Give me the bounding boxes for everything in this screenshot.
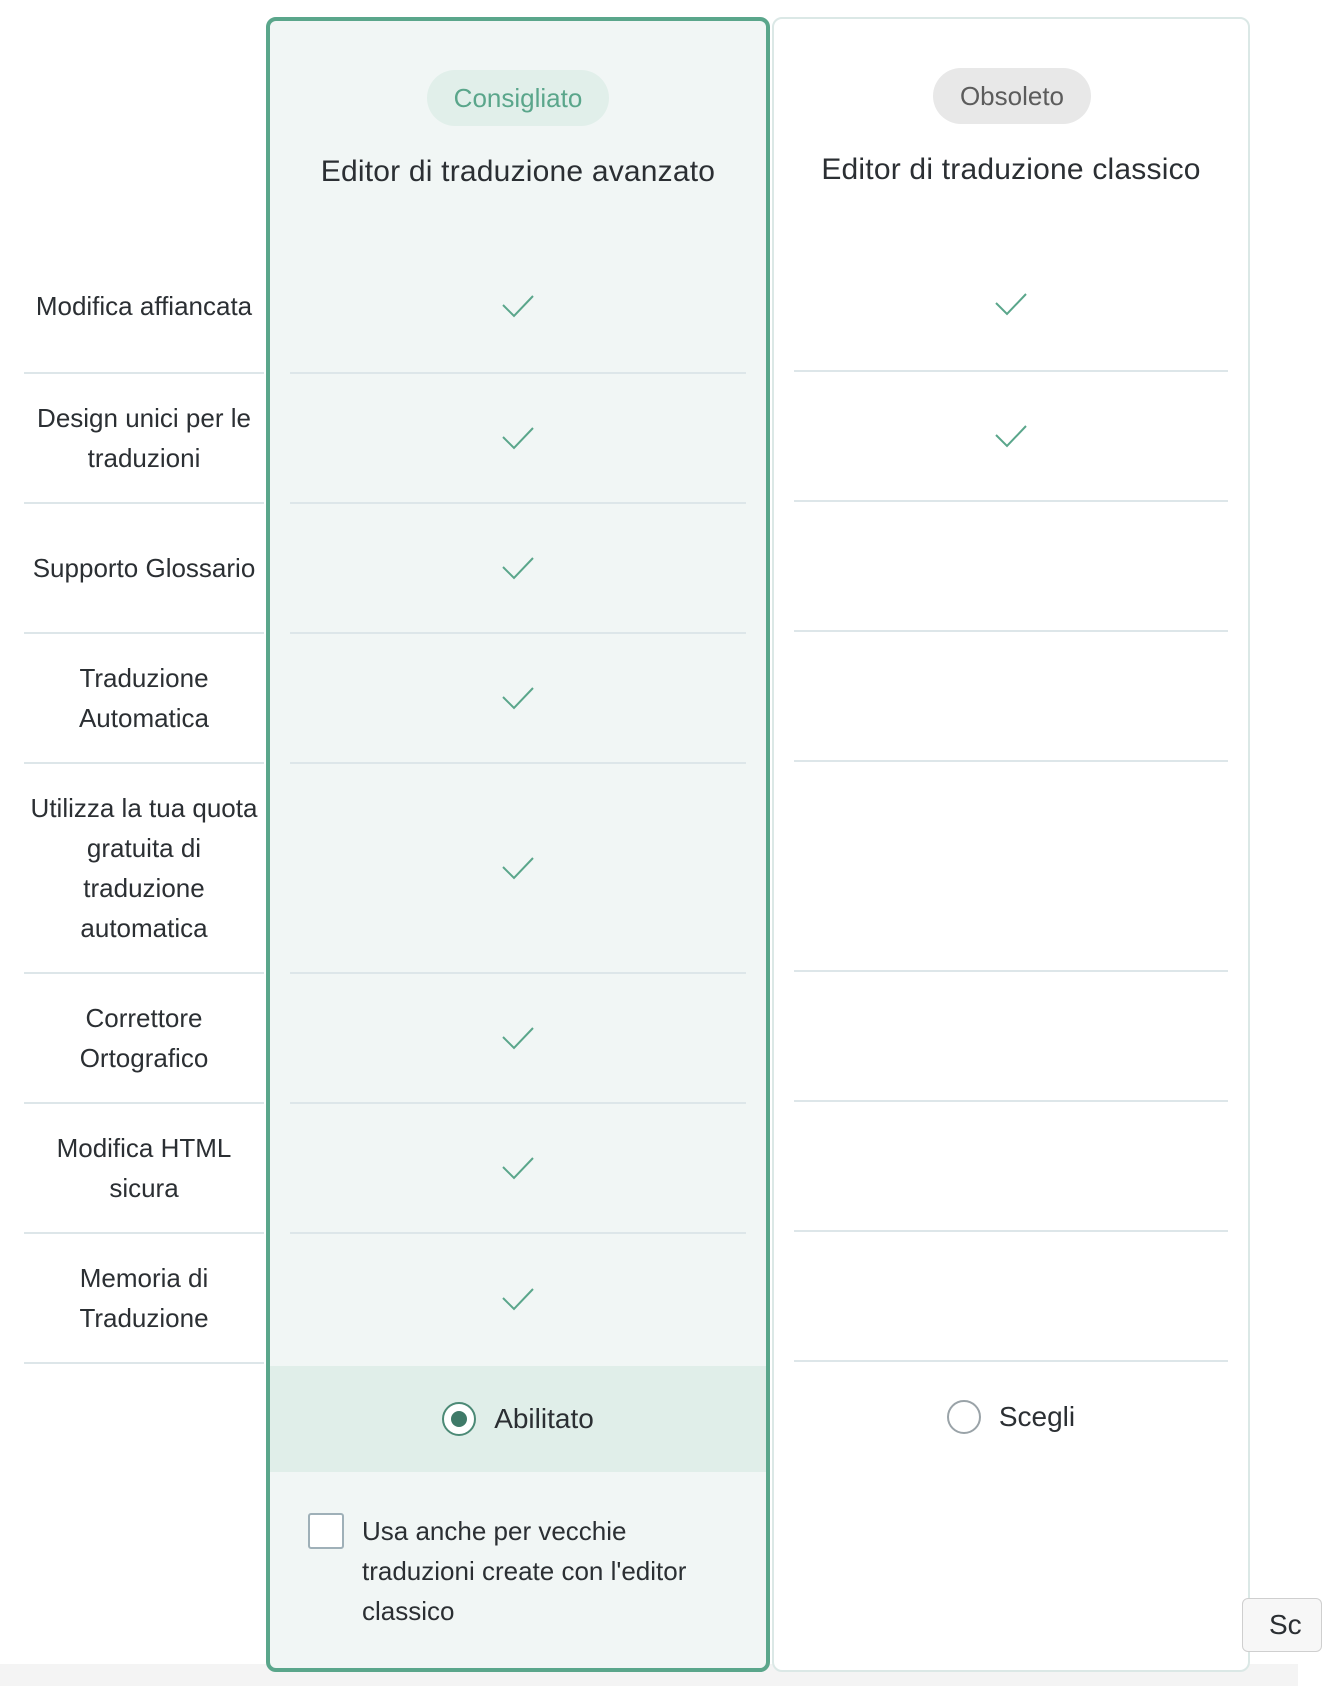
check-icon (501, 556, 535, 580)
recommended-badge (427, 70, 609, 126)
check-icon (501, 1287, 535, 1311)
feature-label (24, 1234, 264, 1364)
radio-button[interactable] (442, 1402, 476, 1436)
feature-label-text: Traduzione Automatica (78, 663, 210, 733)
radio-label: Abilitato (494, 1403, 594, 1434)
advanced-editor-title: Editor di traduzione avanzato (320, 155, 716, 188)
check-icon (501, 686, 535, 710)
feature-cell (290, 374, 746, 504)
feature-cell (290, 240, 746, 374)
partial-side-button-label: Sc (1269, 1609, 1302, 1640)
feature-label-text: Modifica affiancata (35, 291, 253, 321)
feature-label (24, 974, 264, 1104)
feature-label (24, 634, 264, 764)
feature-label-text: Supporto Glossario (32, 553, 256, 583)
feature-cell (794, 1232, 1228, 1362)
recommended-badge-text: Consigliato (453, 82, 583, 113)
feature-cell (794, 1102, 1228, 1232)
feature-label (24, 764, 264, 974)
feature-label-text: Design unici per le traduzioni (37, 403, 251, 473)
feature-cell (290, 504, 746, 634)
feature-cell (290, 974, 746, 1104)
feature-cell (794, 238, 1228, 372)
partial-side-button[interactable] (1242, 1598, 1322, 1652)
radio-button[interactable] (947, 1400, 981, 1434)
feature-cell (290, 1234, 746, 1364)
check-icon (501, 1026, 535, 1050)
feature-label-text: Correttore Ortografico (79, 1003, 209, 1073)
radio-label: Scegli (998, 1401, 1076, 1432)
feature-label (24, 240, 264, 374)
feature-cell (794, 762, 1228, 972)
feature-label-text: Memoria di Traduzione (79, 1263, 209, 1333)
advanced-editor-radio[interactable] (270, 1366, 766, 1472)
legacy-translations-label: Usa anche per vecchie traduzioni create con l'editor classico (362, 1516, 687, 1626)
obsolete-badge (933, 68, 1091, 124)
feature-cell (290, 764, 746, 974)
classic-editor-column (772, 17, 1250, 1672)
feature-label-text: Utilizza la tua quota gratuita di traduzione automatica (30, 793, 258, 943)
feature-cell (290, 634, 746, 764)
feature-label (24, 504, 264, 634)
check-icon (501, 294, 535, 318)
advanced-editor-column (266, 17, 770, 1672)
feature-label-text: Modifica HTML sicura (56, 1133, 232, 1203)
feature-cell (290, 1104, 746, 1234)
legacy-translations-option[interactable] (308, 1511, 736, 1631)
check-icon (994, 292, 1028, 316)
legacy-translations-checkbox[interactable] (308, 1513, 344, 1549)
check-icon (501, 1156, 535, 1180)
check-icon (501, 856, 535, 880)
classic-editor-title: Editor di traduzione classico (821, 153, 1201, 186)
check-icon (994, 424, 1028, 448)
feature-cell (794, 972, 1228, 1102)
check-icon (501, 426, 535, 450)
classic-editor-radio[interactable] (774, 1364, 1248, 1470)
obsolete-badge-text: Obsoleto (959, 80, 1065, 111)
feature-cell (794, 502, 1228, 632)
feature-cell (794, 632, 1228, 762)
feature-label (24, 1104, 264, 1234)
feature-label (24, 374, 264, 504)
feature-cell (794, 372, 1228, 502)
